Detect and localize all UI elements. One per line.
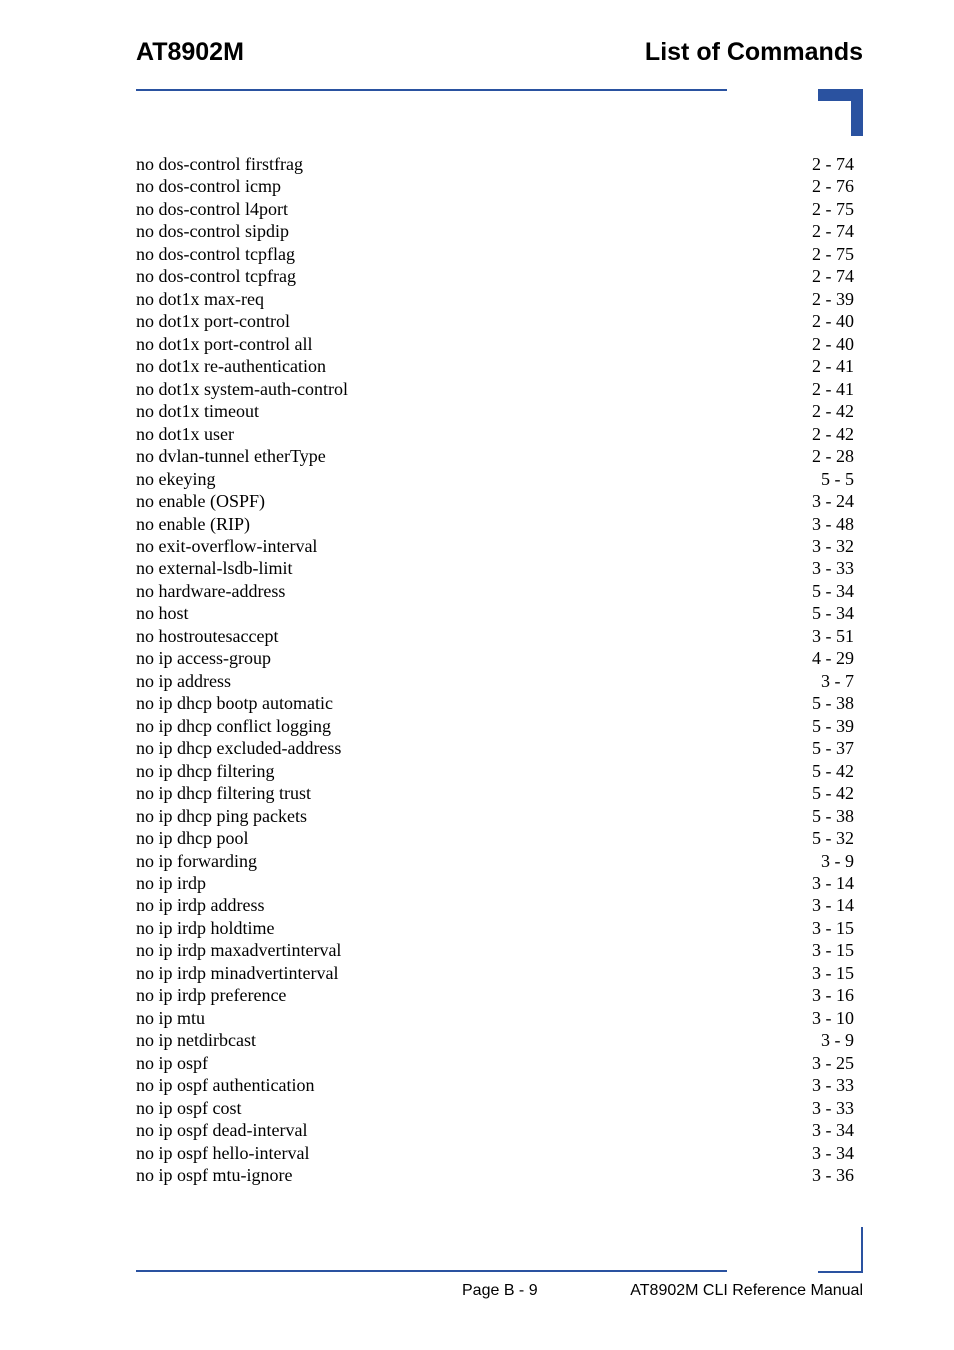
entry-page-ref: 3 - 33	[812, 558, 854, 579]
entry-command: no dos-control sipdip	[136, 221, 289, 242]
index-entry	[136, 557, 854, 579]
entry-page-ref: 4 - 29	[812, 648, 854, 669]
entry-page-ref: 2 - 75	[812, 198, 854, 219]
entry-page-ref: 5 - 5	[821, 468, 854, 489]
index-entry	[136, 984, 854, 1006]
entry-page-ref: 5 - 38	[812, 693, 854, 714]
entry-page-ref: 2 - 42	[812, 423, 854, 444]
entry-command: no ip access-group	[136, 648, 271, 669]
header-product-title: AT8902M	[136, 38, 244, 66]
entry-page-ref: 3 - 33	[812, 1075, 854, 1096]
entry-command: no host	[136, 603, 189, 624]
index-entry	[136, 647, 854, 669]
index-entry	[136, 894, 854, 916]
index-entry	[136, 265, 854, 287]
entry-page-ref: 5 - 34	[812, 603, 854, 624]
entry-page-ref: 2 - 42	[812, 401, 854, 422]
index-entry	[136, 580, 854, 602]
index-entry	[136, 917, 854, 939]
entry-command: no ip netdirbcast	[136, 1030, 256, 1051]
index-entry	[136, 378, 854, 400]
entry-command: no ip forwarding	[136, 850, 257, 871]
entry-page-ref: 3 - 36	[812, 1165, 854, 1186]
footer-manual-title: AT8902M CLI Reference Manual	[630, 1282, 863, 1299]
index-entry	[136, 939, 854, 961]
entry-page-ref: 2 - 41	[812, 378, 854, 399]
entry-page-ref: 3 - 32	[812, 535, 854, 556]
entry-page-ref: 3 - 34	[812, 1142, 854, 1163]
entry-page-ref: 3 - 51	[812, 625, 854, 646]
entry-page-ref: 3 - 34	[812, 1120, 854, 1141]
entry-command: no dos-control icmp	[136, 176, 281, 197]
entry-page-ref: 3 - 9	[821, 1030, 854, 1051]
entry-page-ref: 3 - 14	[812, 873, 854, 893]
entry-command: no ip irdp maxadvertinterval	[136, 940, 342, 961]
index-entry	[136, 175, 854, 197]
index-entry	[136, 423, 854, 445]
entry-command: no exit-overflow-interval	[136, 535, 318, 556]
entry-command: no external-lsdb-limit	[136, 558, 293, 579]
entry-command: no ip ospf dead-interval	[136, 1120, 308, 1141]
index-entry	[136, 400, 854, 422]
entry-page-ref: 3 - 9	[821, 850, 854, 871]
entry-page-ref: 5 - 42	[812, 760, 854, 781]
entry-command: no enable (OSPF)	[136, 491, 265, 512]
entry-command: no ip dhcp excluded-address	[136, 738, 342, 759]
entry-command: no ip irdp minadvertinterval	[136, 962, 339, 983]
index-entry	[136, 1052, 854, 1074]
index-entry	[136, 288, 854, 310]
entry-command: no ip dhcp ping packets	[136, 805, 307, 826]
entry-page-ref: 3 - 24	[812, 491, 854, 512]
entry-command: no ip irdp holdtime	[136, 917, 275, 938]
entry-page-ref: 3 - 33	[812, 1097, 854, 1118]
entry-command: no dot1x user	[136, 423, 234, 444]
entry-command: no dot1x max-req	[136, 288, 264, 309]
entry-page-ref: 2 - 75	[812, 243, 854, 264]
index-entry	[136, 220, 854, 242]
index-entry	[136, 445, 854, 467]
entry-command: no hardware-address	[136, 580, 286, 601]
index-entry	[136, 1164, 854, 1186]
entry-command: no ip irdp address	[136, 895, 265, 916]
entry-command: no ip ospf mtu-ignore	[136, 1165, 293, 1186]
entry-page-ref: 3 - 25	[812, 1052, 854, 1073]
index-entry	[136, 692, 854, 714]
entry-page-ref: 3 - 15	[812, 917, 854, 938]
entry-page-ref: 5 - 32	[812, 828, 854, 849]
index-entry	[136, 198, 854, 220]
entry-page-ref: 3 - 15	[812, 962, 854, 983]
index-entry	[136, 355, 854, 377]
entry-command: no ip dhcp bootp automatic	[136, 693, 333, 714]
index-entry	[136, 1119, 854, 1141]
entry-command: no dot1x system-auth-control	[136, 378, 348, 399]
header-rule	[136, 89, 727, 91]
entry-command: no dos-control firstfrag	[136, 154, 303, 174]
index-entry	[136, 962, 854, 984]
entry-page-ref: 2 - 74	[812, 154, 854, 174]
entry-page-ref: 2 - 76	[812, 176, 854, 197]
index-entry	[136, 535, 854, 557]
index-entry	[136, 805, 854, 827]
footer-rule	[136, 1270, 727, 1272]
entry-page-ref: 3 - 48	[812, 513, 854, 534]
entry-page-ref: 3 - 7	[821, 670, 854, 691]
index-entry	[136, 333, 854, 355]
entry-command: no hostroutesaccept	[136, 625, 279, 646]
entry-page-ref: 3 - 14	[812, 895, 854, 916]
index-entry	[136, 625, 854, 647]
entry-page-ref: 5 - 38	[812, 805, 854, 826]
entry-command: no ip ospf hello-interval	[136, 1142, 310, 1163]
entry-command: no dvlan-tunnel etherType	[136, 446, 326, 467]
index-entry	[136, 670, 854, 692]
index-entry	[136, 490, 854, 512]
entry-command: no dot1x timeout	[136, 401, 259, 422]
index-entry	[136, 602, 854, 624]
entry-page-ref: 2 - 40	[812, 333, 854, 354]
entry-command: no ip irdp preference	[136, 985, 287, 1006]
entry-command: no ip mtu	[136, 1007, 206, 1028]
entry-page-ref: 5 - 39	[812, 715, 854, 736]
entry-page-ref: 2 - 28	[812, 446, 854, 467]
footer-page-number: Page B - 9	[462, 1282, 538, 1299]
entry-command: no dos-control l4port	[136, 198, 288, 219]
index-entry	[136, 153, 854, 175]
entry-command: no dos-control tcpfrag	[136, 266, 296, 287]
entry-command: no ip irdp	[136, 873, 206, 893]
header-corner-mark	[818, 89, 863, 136]
index-entry	[136, 1029, 854, 1051]
entry-page-ref: 3 - 10	[812, 1007, 854, 1028]
entry-page-ref: 5 - 34	[812, 580, 854, 601]
index-entry	[136, 1142, 854, 1164]
index-entry	[136, 760, 854, 782]
index-entry	[136, 737, 854, 759]
entry-command: no dot1x port-control	[136, 311, 290, 332]
header-section-title: List of Commands	[644, 38, 863, 66]
entry-command: no ip address	[136, 670, 231, 691]
entry-page-ref: 5 - 37	[812, 738, 854, 759]
entry-page-ref: 2 - 41	[812, 356, 854, 377]
entry-page-ref: 2 - 40	[812, 311, 854, 332]
command-index-list	[136, 153, 854, 1187]
entry-command: no enable (RIP)	[136, 513, 250, 534]
entry-command: no ip dhcp filtering trust	[136, 783, 311, 804]
entry-command: no ip dhcp pool	[136, 828, 249, 849]
index-entry	[136, 1074, 854, 1096]
entry-command: no dot1x port-control all	[136, 333, 313, 354]
index-entry	[136, 782, 854, 804]
index-entry	[136, 310, 854, 332]
entry-command: no ip dhcp filtering	[136, 760, 275, 781]
entry-command: no ip ospf cost	[136, 1097, 242, 1118]
index-entry	[136, 850, 854, 872]
index-entry	[136, 715, 854, 737]
entry-page-ref: 3 - 15	[812, 940, 854, 961]
index-entry	[136, 872, 854, 894]
entry-command: no ip ospf	[136, 1052, 208, 1073]
entry-command: no ekeying	[136, 468, 216, 489]
entry-command: no dos-control tcpflag	[136, 243, 295, 264]
entry-command: no ip dhcp conflict logging	[136, 715, 331, 736]
entry-page-ref: 3 - 16	[812, 985, 854, 1006]
index-entry	[136, 1097, 854, 1119]
entry-command: no ip ospf authentication	[136, 1075, 315, 1096]
index-entry	[136, 827, 854, 849]
index-entry	[136, 1007, 854, 1029]
entry-page-ref: 2 - 74	[812, 266, 854, 287]
index-entry	[136, 468, 854, 490]
entry-page-ref: 5 - 42	[812, 783, 854, 804]
entry-page-ref: 2 - 39	[812, 288, 854, 309]
entry-command: no dot1x re-authentication	[136, 356, 326, 377]
entry-page-ref: 2 - 74	[812, 221, 854, 242]
index-entry	[136, 513, 854, 535]
index-entry	[136, 243, 854, 265]
footer-corner-mark	[818, 1227, 863, 1273]
